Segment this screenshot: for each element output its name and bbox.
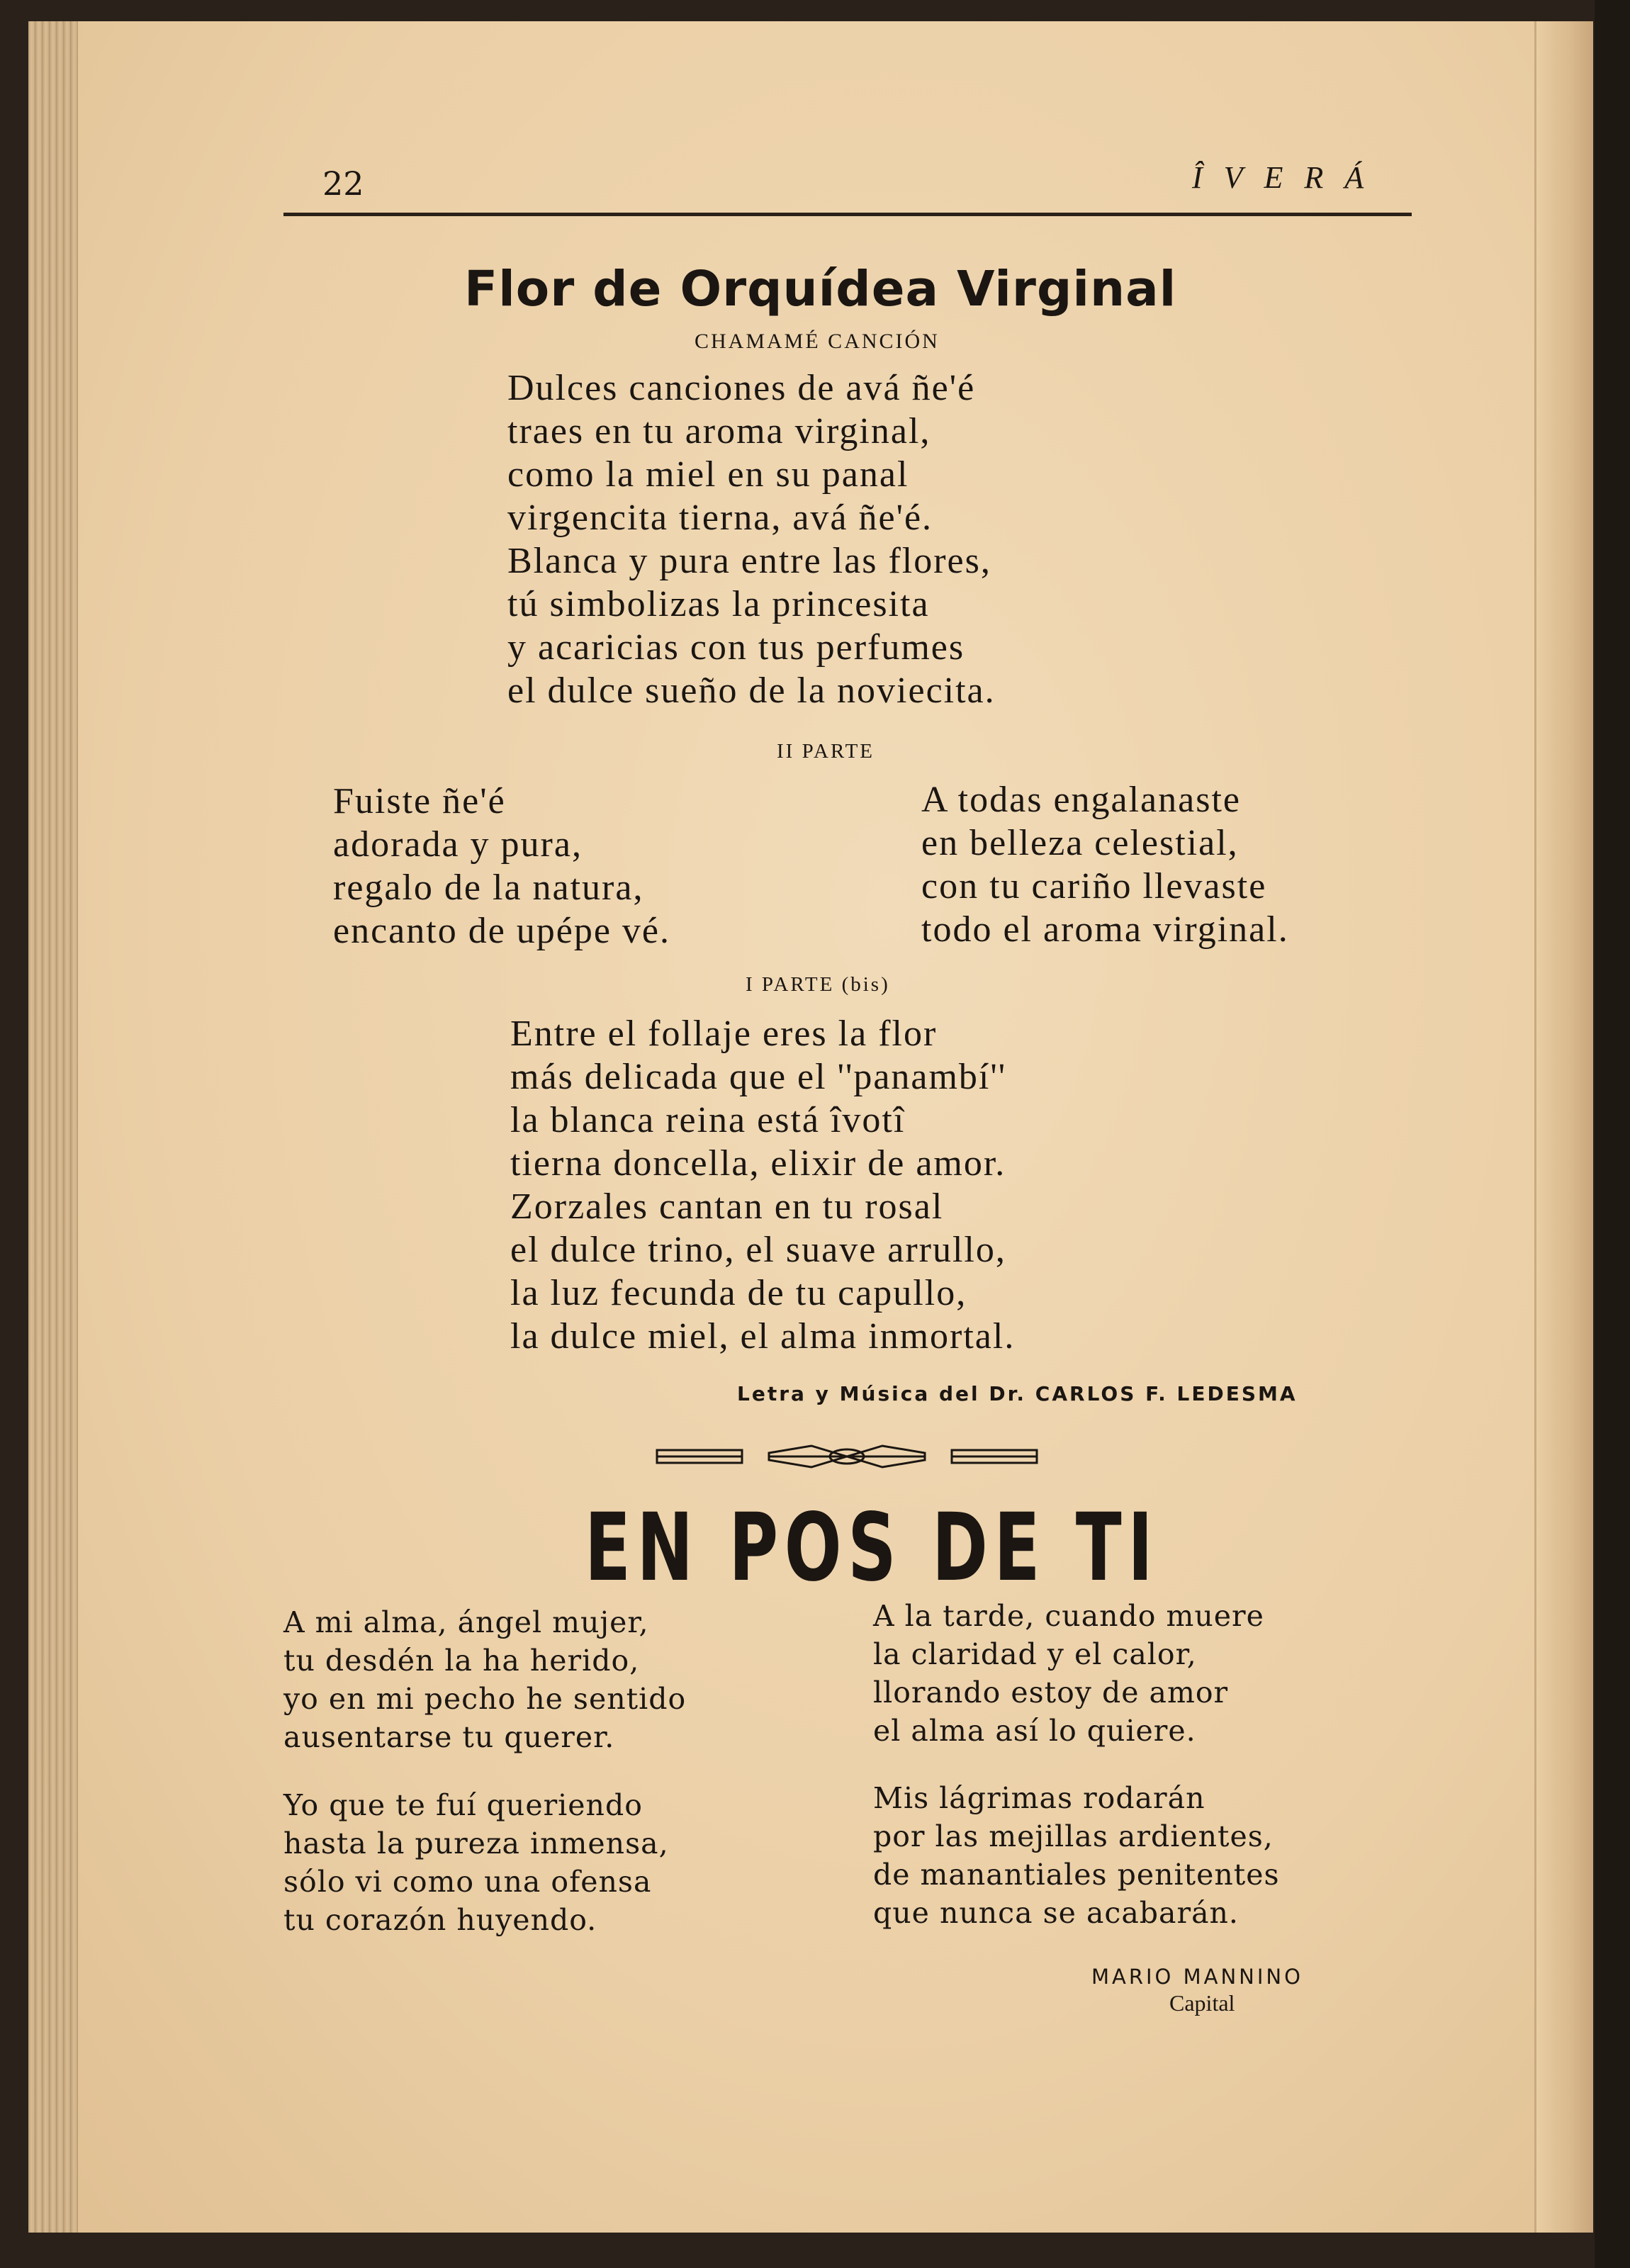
- verse-line: que nunca se acabarán.: [873, 1896, 1239, 1930]
- verse-line: Mis lágrimas rodarán: [873, 1781, 1205, 1815]
- verse-line: por las mejillas ardientes,: [873, 1819, 1274, 1853]
- verse-line: adorada y pura,: [333, 824, 583, 865]
- verse-line: Blanca y pura entre las flores,: [507, 541, 991, 581]
- poem-stanza-4: [873, 1779, 1280, 1932]
- poem-author: MARIO MANNINO: [1091, 1965, 1303, 1989]
- song-title: Flor de Orquídea Virginal: [464, 261, 1177, 318]
- verse-line: más delicada que el ''panambí'': [510, 1057, 1007, 1097]
- verse-part-1: [507, 366, 996, 712]
- verse-line: en belleza celestial,: [921, 823, 1239, 863]
- verse-line: sólo vi como una ofensa: [283, 1865, 652, 1899]
- verse-line: traes en tu aroma virginal,: [507, 411, 931, 451]
- page-number: 22: [322, 164, 364, 203]
- verse-line: el alma así lo quiere.: [873, 1714, 1196, 1748]
- verse-line: tierna doncella, elixir de amor.: [510, 1143, 1006, 1184]
- verse-line: la luz fecunda de tu capullo,: [510, 1273, 967, 1313]
- verse-line: la dulce miel, el alma inmortal.: [510, 1316, 1016, 1357]
- verse-part-3: [510, 1012, 1015, 1358]
- verse-line: tu corazón huyendo.: [283, 1903, 597, 1937]
- verse-line: el dulce trino, el suave arrullo,: [510, 1230, 1006, 1270]
- part-2-heading: II PARTE: [777, 740, 875, 763]
- poem-stanza-1: [283, 1603, 686, 1756]
- verse-line: A la tarde, cuando muere: [873, 1599, 1264, 1633]
- verse-line: virgencita tierna, avá ñe'é.: [507, 498, 933, 538]
- verse-line: ausentarse tu querer.: [283, 1720, 615, 1754]
- verse-line: y acaricias con tus perfumes: [507, 627, 965, 668]
- verse-line: Zorzales cantan en tu rosal: [510, 1186, 944, 1227]
- verse-line: Entre el follaje eres la flor: [510, 1014, 938, 1054]
- part-3-heading: I PARTE (bis): [746, 973, 890, 996]
- binding-edge: [28, 21, 78, 2233]
- verse-line: A todas engalanaste: [921, 780, 1241, 820]
- verse-part-2-left: [333, 780, 670, 953]
- header-rule: [283, 213, 1412, 216]
- verse-line: Yo que te fuí queriendo: [283, 1788, 643, 1822]
- verse-line: yo en mi pecho he sentido: [283, 1682, 687, 1716]
- verse-line: con tu cariño llevaste: [921, 866, 1267, 906]
- ornament-divider-icon: [656, 1439, 1038, 1474]
- verse-line: hasta la pureza inmensa,: [283, 1826, 669, 1860]
- poem-stanza-2: [283, 1786, 669, 1939]
- verse-line: todo el aroma virginal.: [921, 909, 1289, 950]
- verse-part-2-right: [921, 778, 1289, 951]
- poem-stanza-3: [873, 1597, 1264, 1750]
- song-credit: Letra y Música del Dr. CARLOS F. LEDESMA: [737, 1382, 1298, 1405]
- verse-line: la claridad y el calor,: [873, 1637, 1197, 1671]
- verse-line: la blanca reina está îvotî: [510, 1100, 906, 1140]
- running-title: ÎVERÁ: [1192, 160, 1386, 195]
- background-edge: [1595, 0, 1630, 2268]
- verse-line: llorando estoy de amor: [873, 1675, 1229, 1710]
- verse-line: A mi alma, ángel mujer,: [283, 1605, 649, 1639]
- verse-line: el dulce sueño de la noviecita.: [507, 670, 996, 711]
- verse-line: de manantiales penitentes: [873, 1858, 1280, 1892]
- page-fold-edge: [1534, 21, 1593, 2233]
- verse-line: tú simbolizas la princesita: [507, 584, 930, 624]
- verse-line: encanto de upépe vé.: [333, 911, 671, 951]
- verse-line: tu desdén la ha herido,: [283, 1644, 640, 1678]
- verse-line: Fuiste ñe'é: [333, 781, 506, 821]
- verse-line: Dulces canciones de avá ñe'é: [507, 368, 976, 408]
- poem-title: EN POS DE TI: [585, 1493, 1159, 1602]
- song-genre: CHAMAMÉ CANCIÓN: [695, 330, 940, 353]
- poem-place: Capital: [1169, 1990, 1235, 2016]
- verse-line: como la miel en su panal: [507, 454, 909, 495]
- verse-line: regalo de la natura,: [333, 868, 644, 908]
